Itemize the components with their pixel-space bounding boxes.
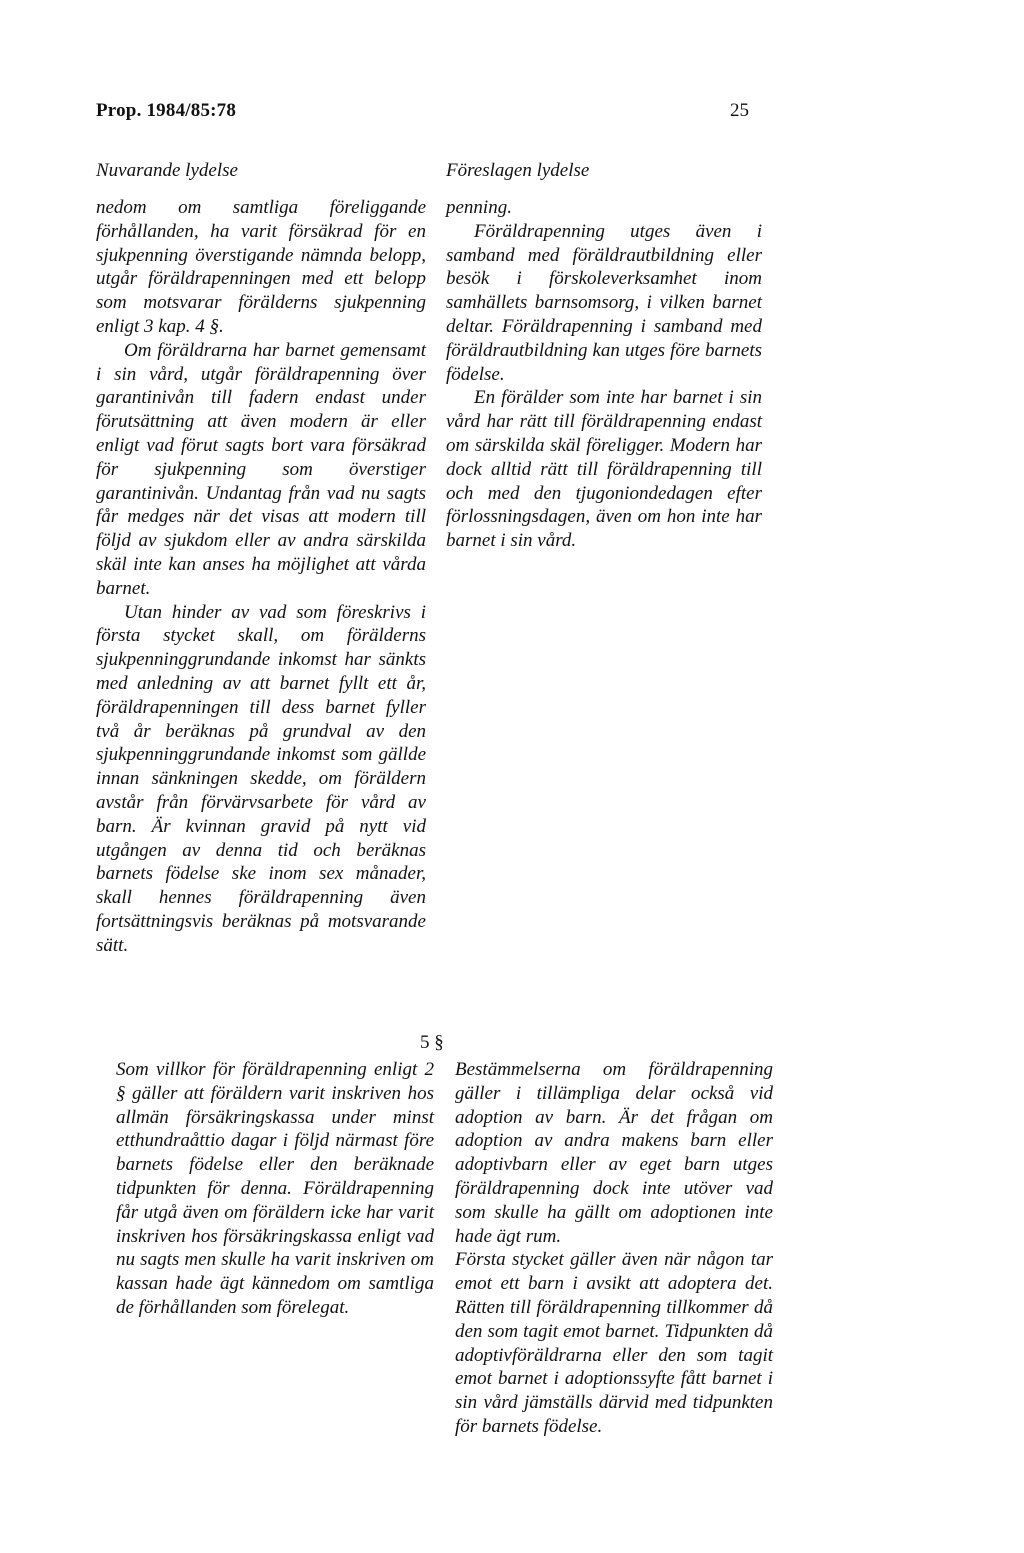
paragraph: Utan hinder av vad som föreskrivs i första stycket skall, om förälderns sjukpenninggrundande inkomst har sänkts med anledning av att barnet fyllt ett år, föräldrapenningen till dess barnet fyller två år beräknas på grundval av den sjukpenninggrundande inkomst som gällde innan sänkningen skedde, om föräldern avstår från förvärvsarbete för vård av barn. Är kvinnan gravid på nytt vid utgången av denna tid och beräknas barnets födelse ske inom sex månader, skall hennes föräldrapenning även fortsättningsvis beräknas på motsvarande sätt. — [96, 601, 426, 956]
paragraph: Bestämmelserna om föräldrapenning gäller i tillämpliga delar också vid adoption av barn. Är det frågan om adoption av andra makens barn eller adoptivbarn eller av eget barn utges föräldrapenning dock inte utöver vad som skulle ha gällt om adoptionen inte hade ägt rum. — [455, 1059, 773, 1247]
paragraph: En förälder som inte har barnet i sin vård har rätt till föräldrapenning endast om särskilda skäl föreligger. Modern har dock alltid rätt till föräldrapenning till och med den tjugoniondedagen efter förlossningsdagen, även om hon inte har barnet i sin vård. — [446, 387, 762, 552]
paragraph: nedom om samtliga föreliggande förhållanden, ha varit försäkrad för en sjukpenning överstigande nämnda belopp, utgår föräldrapenningen med ett belopp som motsvarar förälderns sjukpenning enligt 3 kap. 4 §. — [96, 197, 426, 337]
current-wording-heading: Nuvarande lydelse — [96, 160, 238, 181]
upper-left-column — [96, 196, 426, 958]
paragraph: Som villkor för föräldrapenning enligt 2 § gäller att föräldern varit inskriven hos allmän försäkringskassa under minst etthundraåttio dagar i följd närmast före barnets födelse eller den beräknade tidpunkten för denna. Föräldrapenning får utgå även om föräldern icke har varit inskriven hos försäkringskassa enligt vad nu sagts men skulle ha varit inskriven om kassan hade ägt kännedom om samtliga de förhållanden som förelegat. — [116, 1059, 434, 1318]
paragraph: penning. — [446, 197, 512, 218]
lower-left-column — [116, 1058, 434, 1320]
paragraph: Föräldrapenning utges även i samband med föräldrautbildning eller besök i förskoleverksamhet inom samhällets barnsomsorg, i vilken barnet deltar. Föräldrapenning i samband med föräldrautbildning kan utges före barnets födelse. — [446, 220, 762, 385]
lower-right-column — [455, 1058, 773, 1439]
paragraph: Första stycket gäller även när någon tar emot ett barn i avsikt att adoptera det. Rätten till föräldrapenning tillkommer då den som tagit emot barnet. Tidpunkten då adoptivföräldrarna eller den som tagit emot barnet i adoptionssyfte fått barnet i sin vård jämställs därvid med tidpunkten för barnets födelse. — [455, 1249, 773, 1437]
proposed-wording-heading: Föreslagen lydelse — [446, 160, 590, 181]
section-marker: 5 § — [420, 1032, 444, 1053]
document-reference: Prop. 1984/85:78 — [96, 100, 237, 121]
page-number: 25 — [730, 100, 749, 121]
upper-right-column — [446, 196, 762, 553]
paragraph: Om föräldrarna har barnet gemensamt i sin vård, utgår föräldrapenning över garantinivån till fadern endast under förutsättning att även modern är eller enligt vad förut sagts bort vara försäkrad för sjukpenning som överstiger garantinivån. Undantag från vad nu sagts får medges när det visas att modern till följd av sjukdom eller av andra särskilda skäl inte kan anses ha möjlighet att vårda barnet. — [96, 339, 426, 599]
